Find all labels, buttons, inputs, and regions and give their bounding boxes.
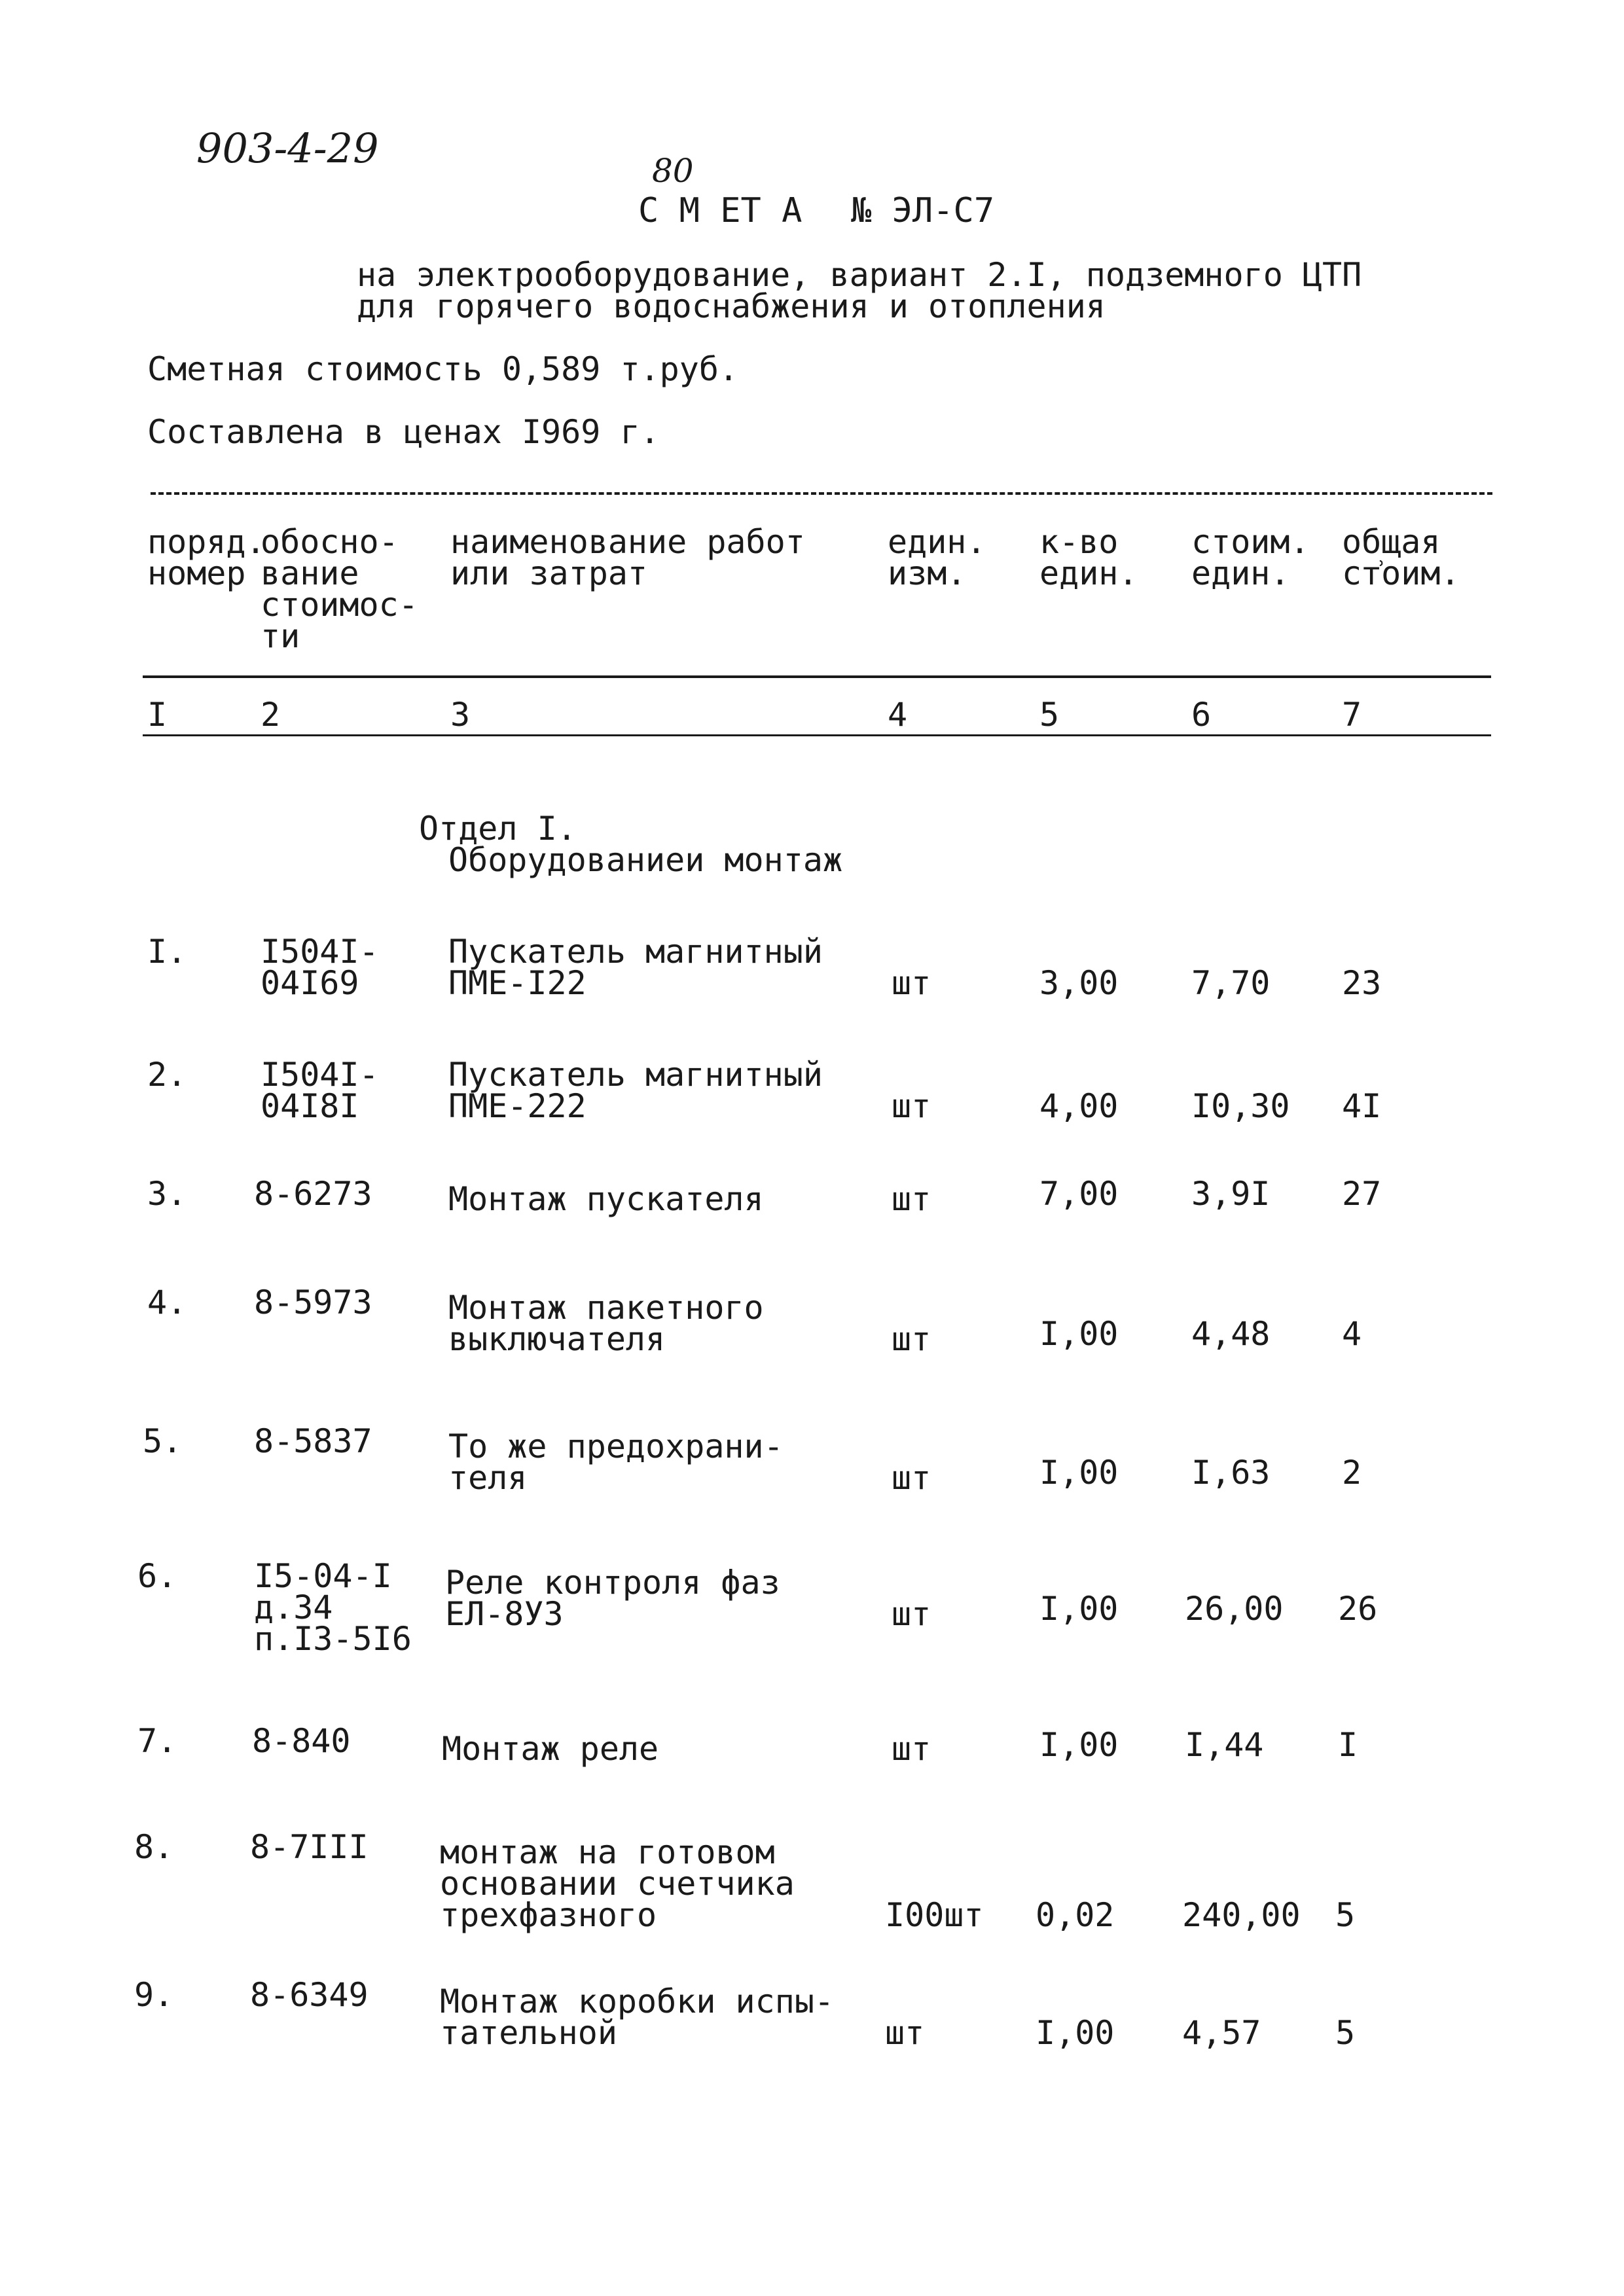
row-2-price: I0,30 — [1191, 1087, 1290, 1125]
row-1-name: Пускатель магнитный ПМЕ-I22 — [448, 933, 823, 1002]
row-4-total: 4 — [1342, 1315, 1362, 1353]
section-title: Отдел I. — [419, 810, 577, 848]
row-3-price: 3,9I — [1191, 1175, 1271, 1213]
row-3-name: Монтаж пускателя — [448, 1180, 764, 1218]
row-3-unit: шт — [892, 1180, 931, 1218]
row-8-unit: I00шт — [885, 1896, 984, 1934]
row-9-total: 5 — [1335, 2014, 1356, 2052]
row-7-num: 7. — [137, 1722, 177, 1760]
row-7-code: 8-840 — [252, 1722, 351, 1760]
colnum-6: 6 — [1191, 696, 1212, 734]
row-6-unit: шт — [892, 1595, 931, 1633]
header-col-2: обосно- вание стоимос- ти — [261, 523, 418, 655]
row-4-price: 4,48 — [1191, 1315, 1271, 1353]
row-2-code: I504I- 04I8I — [261, 1056, 379, 1125]
subtitle-line-1: на электрооборудование, вариант 2.I, подземного ЦТП — [357, 256, 1362, 294]
row-7-total: I — [1338, 1726, 1358, 1764]
row-5-code: 8-5837 — [254, 1422, 372, 1460]
handwritten-doc-code: 903-4-29 — [196, 124, 379, 172]
row-1-num: I. — [147, 933, 187, 971]
document-title: С М ЕТ А — [638, 191, 803, 230]
row-3-qty: 7,00 — [1039, 1175, 1119, 1213]
row-9-qty: I,00 — [1036, 2014, 1115, 2052]
header-col-3: наименование работ или затрат — [450, 523, 805, 592]
row-4-num: 4. — [147, 1283, 187, 1321]
row-6-code: I5-04-I д.34 п.I3-5I6 — [254, 1557, 412, 1658]
row-6-num: 6. — [137, 1557, 177, 1595]
row-9-unit: шт — [885, 2014, 925, 2052]
row-3-total: 27 — [1342, 1175, 1382, 1213]
row-5-total: 2 — [1342, 1454, 1362, 1492]
row-4-name: Монтаж пакетного выключателя — [448, 1289, 764, 1358]
row-6-price: 26,00 — [1185, 1590, 1284, 1628]
handwritten-page-number: 80 — [652, 152, 694, 190]
estimated-cost: Сметная стоимость 0,589 т.руб. — [147, 350, 739, 388]
row-8-name: монтаж на готовом основании счетчика трехфазного — [440, 1833, 795, 1934]
subtitle-line-2: для горячего водоснабжения и отопления — [357, 287, 1106, 325]
row-1-code: I504I- 04I69 — [261, 933, 379, 1002]
header-col-4: един. изм. — [888, 523, 986, 592]
row-7-qty: I,00 — [1039, 1726, 1119, 1764]
row-6-name: Реле контроля фаз ЕЛ-8УЗ — [445, 1564, 780, 1633]
section-name: Оборудованиеи монтаж — [448, 841, 843, 879]
colnum-5: 5 — [1039, 696, 1060, 734]
row-1-qty: 3,00 — [1039, 964, 1119, 1002]
row-5-qty: I,00 — [1039, 1454, 1119, 1492]
header-col-5: к-во един. — [1039, 523, 1138, 592]
header-col-6: стоим. един. — [1191, 523, 1310, 592]
row-9-price: 4,57 — [1182, 2014, 1261, 2052]
row-8-num: 8. — [134, 1828, 174, 1866]
header-rule — [143, 675, 1491, 678]
row-5-num: 5. — [143, 1422, 183, 1460]
colnum-1: I — [147, 696, 168, 734]
row-4-qty: I,00 — [1039, 1315, 1119, 1353]
colnum-2: 2 — [261, 696, 281, 734]
row-1-total: 23 — [1342, 964, 1382, 1002]
row-5-price: I,63 — [1191, 1454, 1271, 1492]
row-2-num: 2. — [147, 1056, 187, 1094]
row-9-code: 8-6349 — [250, 1976, 369, 2014]
row-7-unit: шт — [892, 1730, 931, 1768]
colnum-3: 3 — [450, 696, 471, 734]
row-8-total: 5 — [1335, 1896, 1356, 1934]
row-3-num: 3. — [147, 1175, 187, 1213]
header-col-1: поряд. номер — [147, 523, 266, 592]
colnum-4: 4 — [888, 696, 908, 734]
row-4-code: 8-5973 — [254, 1283, 372, 1321]
row-8-code: 8-7III — [250, 1828, 369, 1866]
row-1-price: 7,70 — [1191, 964, 1271, 1002]
row-3-code: 8-6273 — [254, 1175, 372, 1213]
row-2-qty: 4,00 — [1039, 1087, 1119, 1125]
row-7-price: I,44 — [1185, 1726, 1264, 1764]
row-8-qty: 0,02 — [1036, 1896, 1115, 1934]
colnum-7: 7 — [1342, 696, 1362, 734]
row-1-unit: шт — [892, 964, 931, 1002]
row-2-name: Пускатель магнитный ПМЕ-222 — [448, 1056, 823, 1125]
row-8-price: 240,00 — [1182, 1896, 1301, 1934]
row-2-total: 4I — [1342, 1087, 1382, 1125]
row-7-name: Монтаж реле — [442, 1730, 659, 1768]
row-9-name: Монтаж коробки испы- тательной — [440, 1982, 835, 2052]
document-number: № ЭЛ-С7 — [851, 191, 995, 230]
row-5-unit: шт — [892, 1459, 931, 1497]
row-2-unit: шт — [892, 1087, 931, 1125]
prices-year: Составлена в ценах I969 г. — [147, 413, 660, 451]
colnum-rule — [143, 734, 1491, 736]
row-9-num: 9. — [134, 1976, 174, 2014]
row-4-unit: шт — [892, 1320, 931, 1358]
row-6-total: 26 — [1338, 1590, 1378, 1628]
header-col-7: общая ст͗оим. — [1342, 523, 1460, 592]
row-5-name: То же предохрани- теля — [448, 1427, 784, 1497]
row-6-qty: I,00 — [1039, 1590, 1119, 1628]
top-rule — [151, 492, 1492, 495]
